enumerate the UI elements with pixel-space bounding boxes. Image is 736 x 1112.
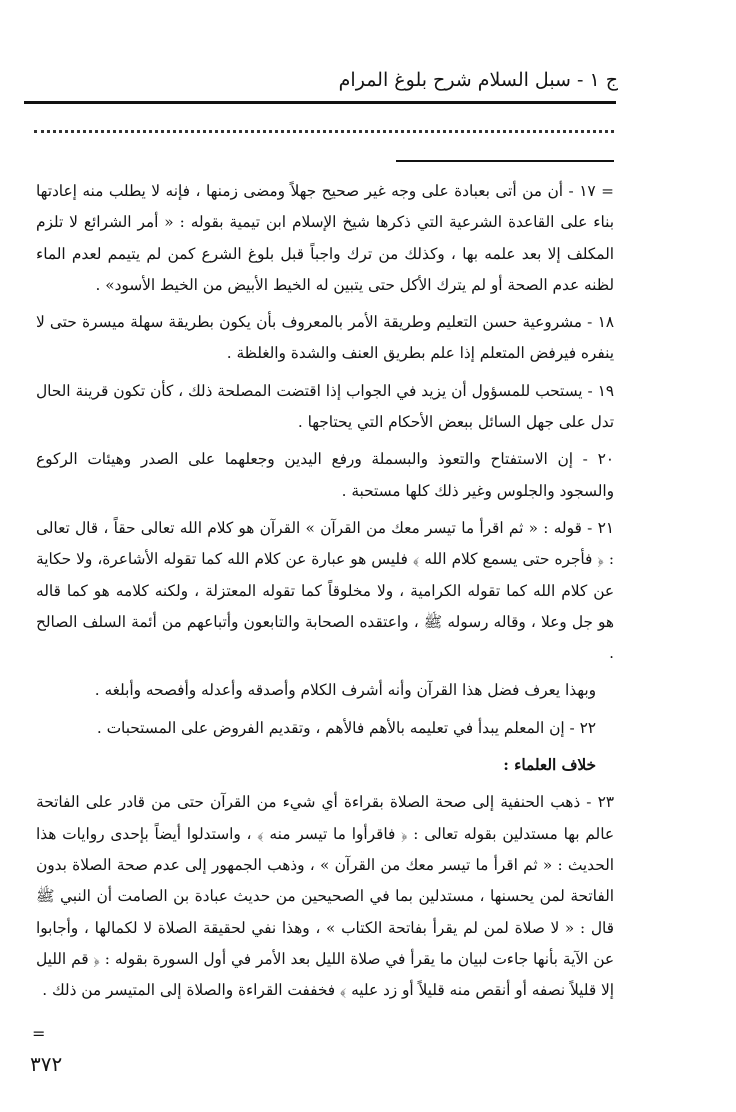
paragraph-21: ٢١ - قوله : « ثم اقرأ ما تيسر معك من القرآن » القرآن هو كلام الله تعالى حقاً ، قال تعالى : ﴿ فأجره حتى يسمع كلام الله ﴾ فليس هو عبارة عن كلام الله كما تقوله الأشاعرة، ولا حكاية عن كلام الله كما تقوله الكرامية ، ولا مخلوقاً كما تقوله المعتزلة ، ولكنه كلامه هو كما قاله هو جل وعلا ، وقاله رسوله ﷺ ، واعتقده الصحابة والتابعون وأتباعهم من أئمة السلف الصالح . — [36, 518, 614, 663]
paragraph-19: ١٩ - يستحب للمسؤول أن يزيد في الجواب إذا اقتضت المصلحة ذلك ، كأن تكون قرينة الحال تدل على جهل السائل ببعض الأحكام التي يحتاجها . — [36, 381, 614, 432]
paragraph-20: ٢٠ - إن الاستفتاح والتعوذ والبسملة ورفع اليدين وجعلهما على الصدر وهيئات الركوع والسجود والجلوس وغير ذلك كلها مستحبة . — [36, 450, 614, 500]
section-heading: خلاف العلماء : — [503, 756, 596, 775]
paragraph-22: ٢٢ - إن المعلم يبدأ في تعليمه بالأهم فالأهم ، وتقديم الفروض على المستحبات . — [96, 718, 596, 737]
page-number: ٣٧٢ — [30, 1052, 63, 1076]
dotted-separator — [34, 118, 614, 133]
page-body — [36, 176, 614, 1006]
continuation-mark: = — [32, 1024, 46, 1043]
paragraph-23: ٢٣ - ذهب الحنفية إلى صحة الصلاة بقراءة أي شيء من القرآن حتى من قادر على الفاتحة عالم بها مستدلين بقوله تعالى : ﴿ فاقرأوا ما تيسر منه ﴾ ، واستدلوا أيضاً بإحدى روايات هذا الحديث : « ثم اقرأ ما تيسر معك من القرآن » ، وذهب الجمهور إلى عدم صحة الصلاة بدون الفاتحة لمن يحسنها ، مستدلين بما في الصحيحين من حديث عبادة بن الصامت أن النبي ﷺ قال : « لا صلاة لمن لم يقرأ بفاتحة الكتاب » ، وهذا نفي لحقيقة الصلاة لا لكمالها ، وأجابوا عن الآية بأنها جاءت لبيان ما يقرأ في صلاة الليل بعد الأمر في أول السورة بقوله : ﴿ قم الليل إلا قليلاً نصفه أو أنقص منه قليلاً أو زد عليه ﴾ فخففت القراءة والصلاة إلى المتيسر من ذلك . — [36, 793, 614, 1000]
paragraph-17: = ١٧ - أن من أتى بعبادة على وجه غير صحيح جهلاً ومضى زمنها ، فإنه لا يطلب منه إعادتها بناء على القاعدة الشرعية التي ذكرها شيخ الإسلام ابن تيمية بقوله : « أمر الشرائع لا تلزم المكلف إلا بعد علمه بها ، وكذلك من ترك واجباً قبل بلوغ الشرع كمن لم يتيمم لعدم الماء لظنه عدم الصحة أو لم يترك الأكل حتى يتبين له الخيط الأبيض من الخيط الأسود» . — [36, 182, 614, 294]
header-rule — [24, 101, 616, 104]
paragraph-21-continued: وبهذا يعرف فضل هذا القرآن وأنه أشرف الكلام وأصدقه وأعدله وأفصحه وأبلغه . — [94, 681, 596, 700]
section-rule — [396, 160, 614, 162]
paragraph-18: ١٨ - مشروعية حسن التعليم وطريقة الأمر بالمعروف بأن يكون بطريقة سهلة ميسرة حتى لا ينفره فيرفض المتعلم إذا علم بطريق العنف والشدة والغلظة . — [36, 313, 614, 363]
running-header-title: ج ١ - سبل السلام شرح بلوغ المرام — [338, 69, 618, 91]
